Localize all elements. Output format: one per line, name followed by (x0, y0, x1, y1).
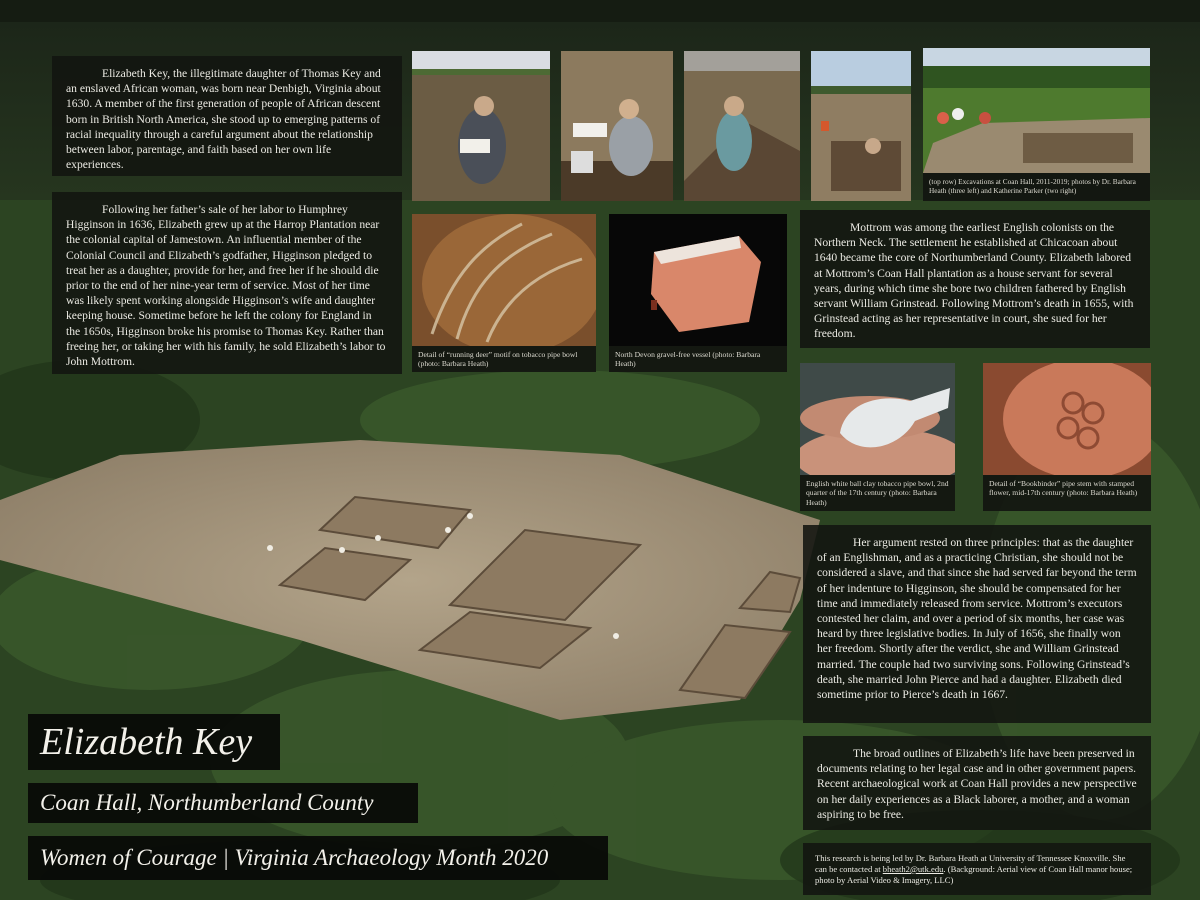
bookbinder-pipe-stem-photo (983, 363, 1151, 475)
outlines-panel (803, 736, 1151, 830)
contact-email-link[interactable]: bheath2@utk.edu (882, 863, 944, 874)
ball-clay-pipe-photo (800, 363, 955, 475)
north-devon-sherd-photo (609, 214, 787, 346)
excavation-photo-5 (923, 48, 1150, 173)
intro-text: Elizabeth Key, the illegitimate daughter of Thomas Key and an enslaved African woman, was born near Denbigh, Virginia about 1630. A member of the first generation of people of African descent born in British North America, she stood up to emerging patterns of racial inequality through a careful argument about the relationship between labor, parentage, and faith based on her own life experiences. (66, 67, 381, 172)
credits-panel (803, 843, 1151, 895)
excavation-photo-4 (811, 51, 911, 201)
childhood-text: Following her father’s sale of her labor to Humphrey Higginson in 1636, Elizabeth grew up at the Harrop Plantation near the colonial capital of Jamestown. An influential member of the Colonial Council and Elizabeth’s godfather, Higginson pledged to treat her as a daughter, provide for her, and free her if he should die prior to the end of her nine-year term of service. Most of her time was likely spent working alongside Higginson’s wife and daughter keeping house. Sometime before he left the colony for England in the 1650s, Higginson broke his promise to Thomas Key. Rather than freeing her, or taking her with his family, he sold Elizabeth’s labor to John Mottrom. (66, 203, 386, 369)
bookbinder-caption: Detail of “Bookbinder” pipe stem with stamped flower, mid-17th century (photo: Barbara Heath) (983, 475, 1151, 511)
excavation-photo-3 (684, 51, 800, 201)
north-devon-caption: North Devon gravel-free vessel (photo: Barbara Heath) (609, 346, 787, 372)
argument-text: Her argument rested on three principles: that as the daughter of an Englishman, and as a practicing Christian, she should not be considered a slave, and that since she had served far beyond the term of her indenture to Higginson, she should be compensated for her time and immediately released from service. Mottrom’s executors contested her claim, and over a period of six months, her case was heard by three legislative bodies. In July of 1656, she finally won her freedom. Shortly after the verdict, she and William Grinstead married. The couple had two surviving sons. Following Grinstead’s death, she married John Pierce and had a daughter. Elizabeth died sometime prior to Pierce’s death in 1667. (817, 536, 1137, 702)
argument-panel (803, 525, 1151, 723)
title-place: Coan Hall, Northumberland County (28, 783, 418, 823)
outlines-text: The broad outlines of Elizabeth’s life have been preserved in documents relating to her legal case and in other government papers. Recent archaeological work at Coan Hall provides a new perspective on her daily experiences as a Black laborer, a mother, and a woman aspiring to be free. (817, 747, 1137, 821)
credits-text: This research is being led by Dr. Barbara Heath at University of Tennessee Knoxville. She can be contacted at (815, 853, 1126, 874)
intro-panel (52, 56, 402, 176)
mottrom-text: Mottrom was among the earliest English colonists on the Northern Neck. The settlement he established at Chicacoan about 1640 became the core of Northumberland County. Elizabeth labored at Mottrom’s Coan Hall plantation as a house servant for several years, during which time she bore two children fathered by English servant William Grinstead. Following Mottrom’s death in 1655, with Grinstead acting as her representative in court, she sued for her freedom. (814, 221, 1134, 341)
excavation-caption: (top row) Excavations at Coan Hall, 2011-2019; photos by Dr. Barbara Heath (three left) and Katherine Parker (two right) (923, 173, 1150, 201)
excavation-photo-1 (412, 51, 550, 201)
title-name: Elizabeth Key (28, 714, 280, 770)
ball-clay-caption: English white ball clay tobacco pipe bowl, 2nd quarter of the 17th century (photo: Barbara Heath) (800, 475, 955, 511)
mottrom-panel (800, 210, 1150, 348)
title-series: Women of Courage | Virginia Archaeology Month 2020 (28, 836, 608, 880)
running-deer-pipe-photo (412, 214, 596, 346)
running-deer-caption: Detail of “running deer” motif on tobacco pipe bowl (photo: Barbara Heath) (412, 346, 596, 372)
excavation-photo-2 (561, 51, 673, 201)
childhood-panel (52, 192, 402, 374)
credits-text-end: . (Background: Aerial view of Coan Hall manor house; photo by Aerial Video & Imagery, LLC) (815, 863, 1133, 885)
